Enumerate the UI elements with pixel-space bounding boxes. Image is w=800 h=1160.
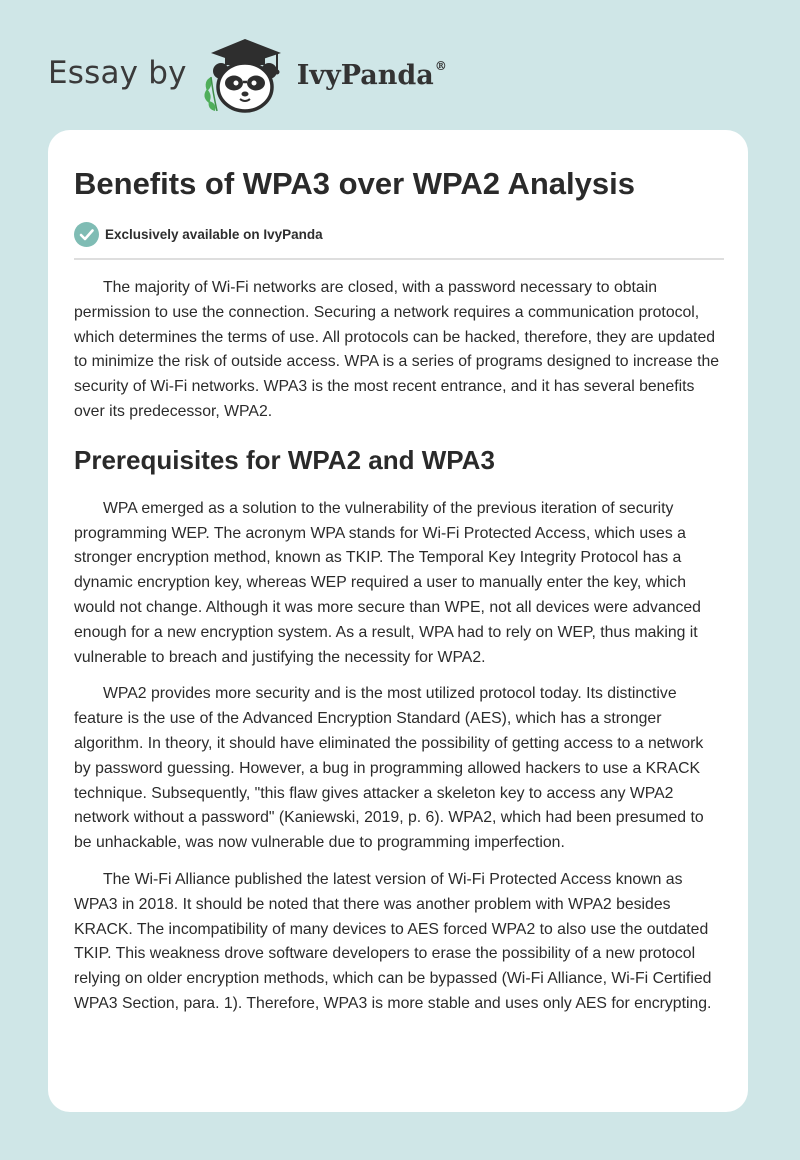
exclusive-badge-label: Exclusively available on IvyPanda — [105, 226, 323, 242]
exclusive-badge — [74, 221, 724, 247]
brand-name[interactable]: IvyPanda® — [296, 58, 447, 91]
body-paragraph: WPA emerged as a solution to the vulnerability of the previous iteration of security programming WEP. The acronym WPA stands for Wi-Fi Protected Access, which uses a stronger encryption method, known as TKIP. The Temporal Key Integrity Protocol has a dynamic encryption key, whereas WEP required a user to manually enter the key, which would not change. Although it was more secure than WPE, not all devices were advanced enough for a new encryption system. As a result, WPA had to rely on WEP, thus making it vulnerable to breach and justifying the necessity for WPA2. — [74, 499, 701, 666]
check-circle-icon — [74, 222, 99, 247]
intro-paragraph: The majority of Wi-Fi networks are closed, with a password necessary to obtain permission to use the connection. Securing a network requires a communication protocol, which determines the terms of use. All protocols can be hacked, therefore, they are updated to minimize the risk of outside access. WPA is a series of programs designed to increase the security of Wi-Fi networks. WPA3 is the most recent entrance, and it has several benefits over its predecessor, WPA2. — [74, 279, 720, 420]
registered-mark: ® — [434, 58, 447, 73]
article-title: Benefits of WPA3 over WPA2 Analysis — [74, 166, 635, 201]
title-divider — [74, 258, 724, 260]
essay-by-label: Essay by — [48, 55, 187, 91]
body-paragraph: The Wi-Fi Alliance published the latest version of Wi-Fi Protected Access known as WPA3 in 2018. It should be noted that there was another problem with WPA2 besides KRACK. The incompatibility of many devices to AES forced WPA2 to also use the outdated TKIP. This weakness drove software developers to erase the possibility of a new protocol relying on older encryption methods, which can be bypassed (Wi-Fi Alliance, Wi-Fi Certified WPA3 Section, para. 1). Therefore, WPA3 is more stable and uses only AES for encrypting. — [74, 870, 712, 1012]
body-paragraph: WPA2 provides more security and is the most utilized protocol today. Its distinctive feature is the use of the Advanced Encryption Standard (AES), which has a stronger algorithm. In theory, it should have eliminated the possibility of getting access to a network by password guessing. However, a bug in programming allowed hackers to use a KRACK technique. Subsequently, "this flaw gives attacker a skeleton key to access any WPA2 network without a password" (Kaniewski, 2019, p. 6). WPA2, which had been presumed to be unhackable, was now vulnerable due to programming imperfection. — [74, 685, 704, 852]
article-card — [48, 130, 748, 1112]
ivypanda-logo-icon[interactable] — [201, 31, 289, 115]
site-header — [48, 28, 447, 118]
article-content — [74, 164, 724, 1029]
section-heading: Prerequisites for WPA2 and WPA3 — [74, 444, 495, 475]
